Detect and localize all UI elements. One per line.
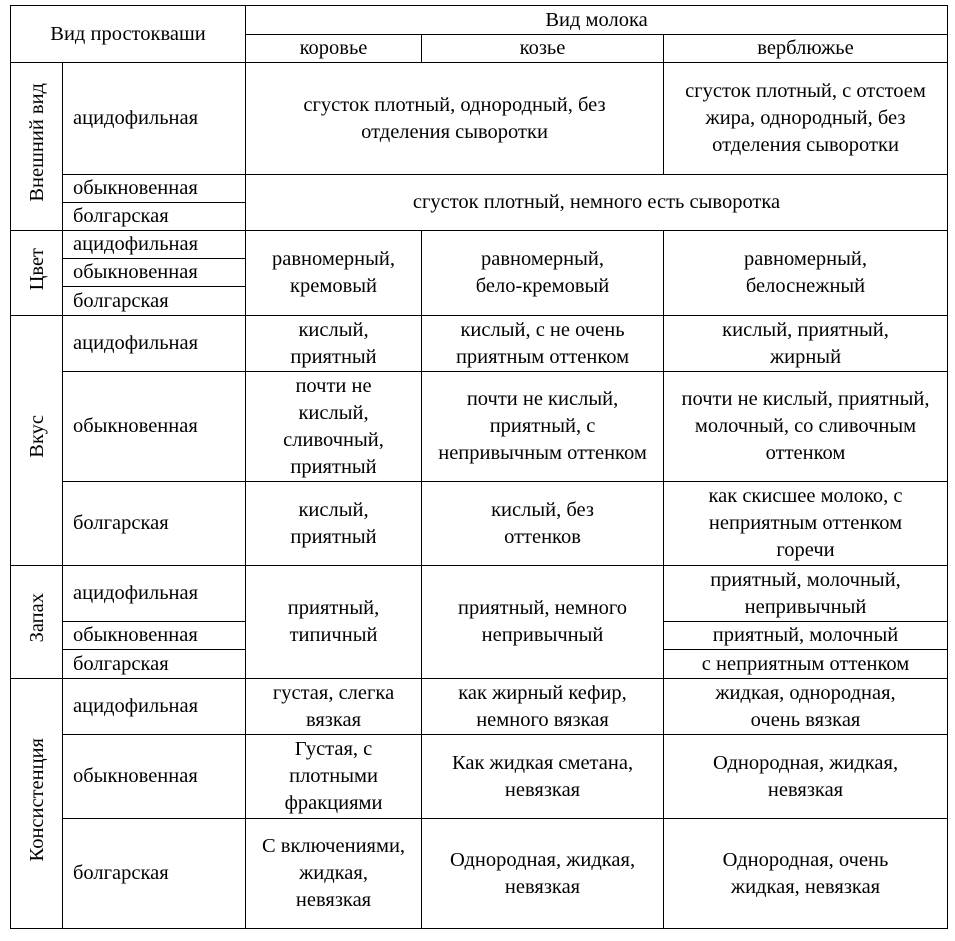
cell-color-camel: равномерный, белоснежный [664,231,948,316]
group-smell-label: Запах [25,593,48,643]
cell-taste-acido-goat: кислый, с не очень приятным оттенком [422,316,664,372]
type-label: обыкновенная [63,372,246,482]
cell-taste-ordinary-goat: почти не кислый, приятный, с непривычным оттенком [422,372,664,482]
cell-color-goat: равномерный, бело-кремовый [422,231,664,316]
col-header-goat: козье [422,35,664,63]
appearance-row-ordinary [11,175,948,203]
col-header-camel: верблюжье [664,35,948,63]
group-appearance-label: Внешний вид [25,83,48,202]
cell-smell-acido-camel: приятный, молочный, непривычный [664,566,948,622]
type-label: обыкновенная [63,259,246,287]
type-label: ацидофильная [63,316,246,372]
type-label: болгарская [63,482,246,566]
group-taste-label: Вкус [25,415,48,458]
group-consistency-label: Консистенция [25,737,48,862]
cell-smell-bulgarian-camel: с неприятным оттенком [664,650,948,679]
cell-consistency-bulgarian-goat: Однородная, жидкая, невязкая [422,819,664,929]
cell-smell-ordinary-camel: приятный, молочный [664,622,948,650]
cell-taste-ordinary-cow: почти не кислый, сливочный, приятный [246,372,422,482]
type-label: болгарская [63,203,246,231]
consistency-row-acido [11,679,948,735]
taste-row-bulgarian [11,482,948,566]
taste-row-ordinary [11,372,948,482]
prostokvasha-type-header: Вид простокваши [11,6,246,63]
group-color-label: Цвет [25,247,48,291]
appearance-row-acido [11,63,948,175]
milk-type-header: Вид молока [246,6,948,35]
group-consistency [11,679,63,929]
cell-consistency-bulgarian-camel: Однородная, очень жидкая, невязкая [664,819,948,929]
cell-consistency-ordinary-goat: Как жидкая сметана, невязкая [422,735,664,819]
color-row-acido [11,231,948,259]
group-appearance [11,63,63,231]
cell-consistency-bulgarian-cow: С включениями, жидкая, невязкая [246,819,422,929]
type-label: ацидофильная [63,679,246,735]
cell-appearance-acido-cow-goat: сгусток плотный, однородный, без отделения сыворотки [246,63,664,175]
type-label: обыкновенная [63,622,246,650]
group-smell [11,566,63,679]
cell-consistency-acido-camel: жидкая, однородная, очень вязкая [664,679,948,735]
cell-taste-bulgarian-cow: кислый, приятный [246,482,422,566]
type-label: ацидофильная [63,231,246,259]
cell-appearance-acido-camel: сгусток плотный, с отстоем жира, однородный, без отделения сыворотки [664,63,948,175]
col-header-cow: коровье [246,35,422,63]
cell-taste-ordinary-camel: почти не кислый, приятный, молочный, со сливочным оттенком [664,372,948,482]
header-row-1 [11,6,948,35]
consistency-row-bulgarian [11,819,948,929]
cell-consistency-acido-goat: как жирный кефир, немного вязкая [422,679,664,735]
cell-taste-acido-camel: кислый, приятный, жирный [664,316,948,372]
type-label: болгарская [63,650,246,679]
cell-taste-acido-cow: кислый, приятный [246,316,422,372]
type-label: болгарская [63,819,246,929]
cell-color-cow: равномерный, кремовый [246,231,422,316]
type-label: ацидофильная [63,63,246,175]
smell-row-acido [11,566,948,622]
cell-taste-bulgarian-camel: как скисшее молоко, с неприятным оттенком горечи [664,482,948,566]
cell-consistency-acido-cow: густая, слегка вязкая [246,679,422,735]
cell-smell-cow: приятный, типичный [246,566,422,679]
taste-row-acido [11,316,948,372]
consistency-row-ordinary [11,735,948,819]
cell-smell-goat: приятный, немного непривычный [422,566,664,679]
cell-taste-bulgarian-goat: кислый, без оттенков [422,482,664,566]
type-label: обыкновенная [63,175,246,203]
cell-consistency-ordinary-camel: Однородная, жидкая, невязкая [664,735,948,819]
group-taste [11,316,63,566]
cell-consistency-ordinary-cow: Густая, с плотными фракциями [246,735,422,819]
type-label: обыкновенная [63,735,246,819]
group-color [11,231,63,316]
cell-appearance-ordinary-bulgarian: сгусток плотный, немного есть сыворотка [246,175,948,231]
type-label: болгарская [63,287,246,316]
type-label: ацидофильная [63,566,246,622]
comparison-table [10,5,948,929]
